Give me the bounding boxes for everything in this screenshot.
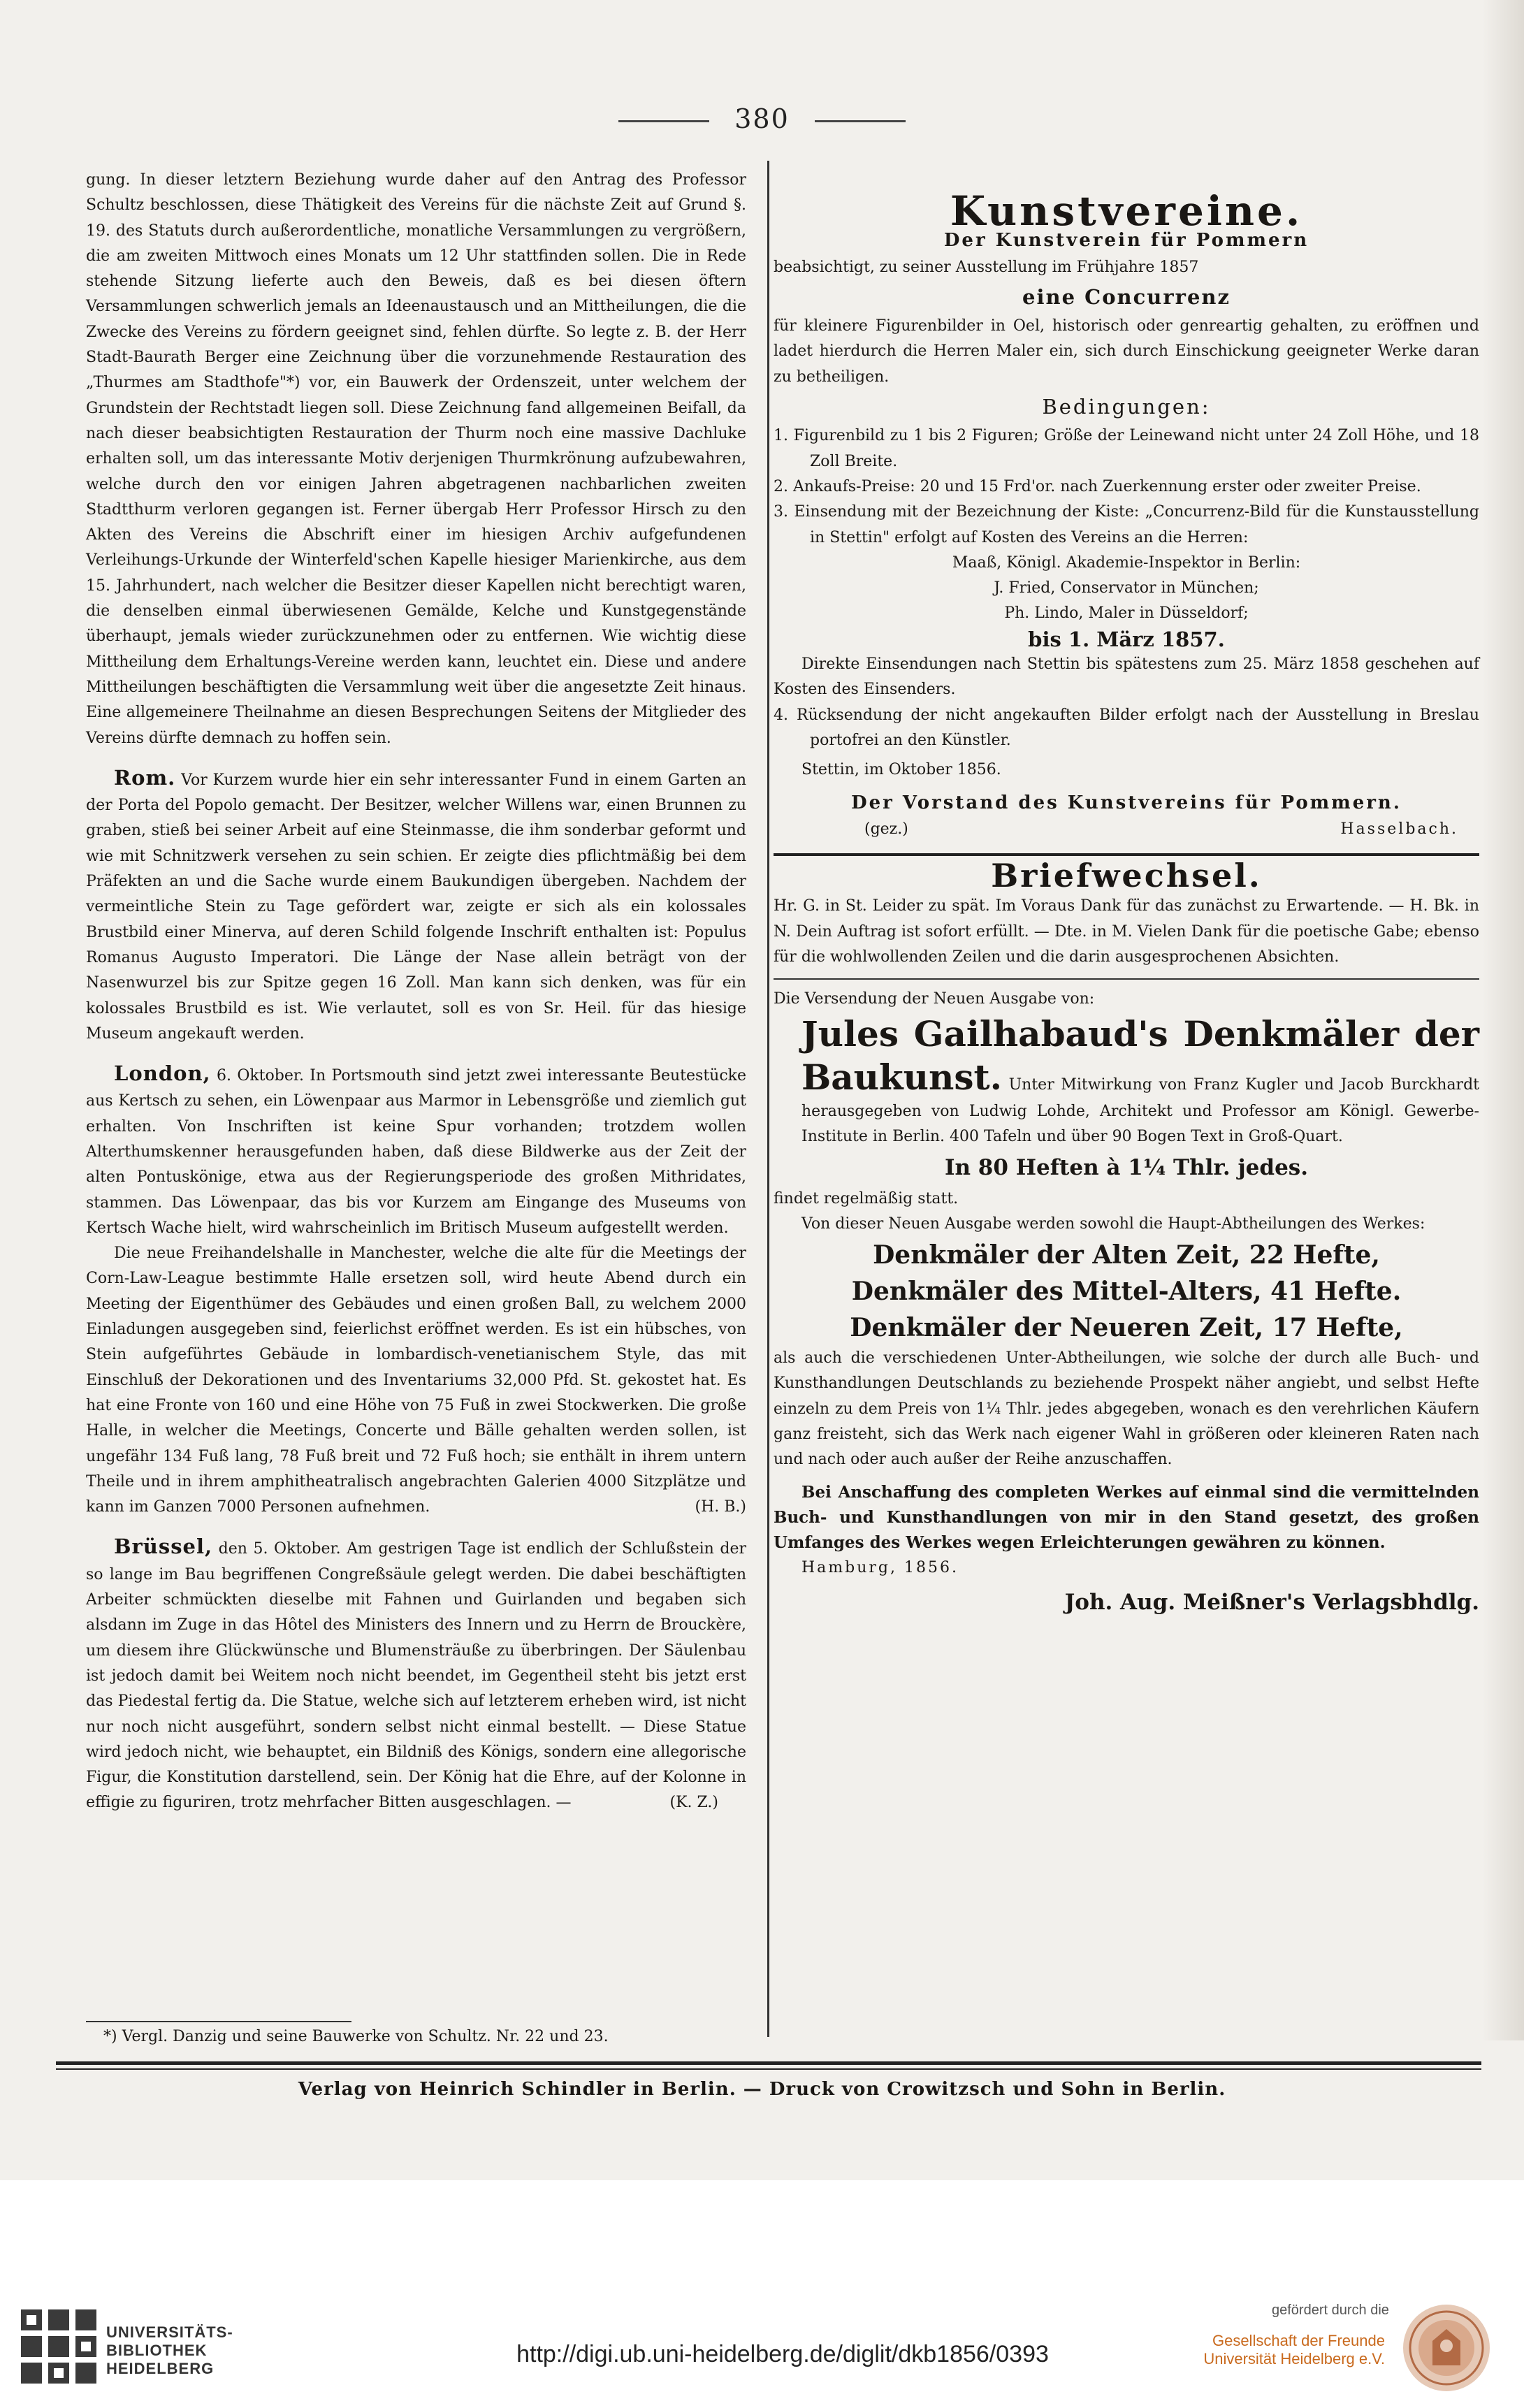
article-rom	[86, 765, 746, 1047]
article-bruessel	[86, 1534, 746, 1815]
page-number-text: 380	[734, 103, 790, 134]
footnote: *) Vergl. Danzig und seine Bauwerke von Schultz. Nr. 22 und 23.	[103, 2028, 609, 2045]
gez-name: Hasselbach.	[1340, 820, 1458, 838]
article-london	[86, 1061, 746, 1241]
page-number	[0, 103, 1524, 134]
article-continuation: gung. In dieser letztern Beziehung wurde daher auf den Antrag des Professor Schultz beschlossen, diese Thätigkeit des Vereins für die nächste Zeit auf Grund §. 19. des Statuts durch außerordentliche, monatliche Versammlungen zu vergrößern, die am zweiten Mittwoch eines Monats um 12 Uhr stattfinden sollen. Die in Rede stehende Sitzung lieferte auch den Beweis, daß es bei diesen öftern Versammlungen schwerlich jemals an Ideenaustausch und an Mittheilungen, die die Zwecke des Vereins zu fördern geeignet sind, fehlen dürfte. So legte z. B. der Herr Stadt-Baurath Berger eine Zeichnung über die vorzunehmende Restauration des „Thurmes am Stadthofe"*) vor, ein Bauwerk der Ordenszeit, unter welchem der Grundstein der Rechtstadt liegen soll. Diese Zeichnung fand allgemeinen Beifall, da nach dieser beabsichtigten Restauration der Thurm noch eine massive Dachluke erhalten soll, um das interessante Motiv derjenigen Thurmkrönung aufzubewahren, welche durch den vor einigen Jahren abgetragenen nachbarlichen zweiten Stadtthurm verloren gegangen ist. Ferner übergab Herr Professor Hirsch zu den Akten des Vereins die Abschrift einer im hiesigen Archiv aufgefundenen Verleihungs-Urkunde der Winterfeld'schen Kapelle hiesiger Marienkirche, aus dem 15. Jahrhundert, nach welcher die Besitzer dieser Kapellen nicht berechtigt waren, die denselben einmal überwiesenen Gemälde, Kelche und Kunstgegenstände überhaupt, jemals wieder zurückzunehmen oder zu entfernen. Wie wichtig diese Mittheilung dem Erhaltungs-Vereine werden kann, leuchtet ein. Diese und andere Mittheilungen beschäftigten die Versammlung weit über die angesetzte Zeit hinaus. Eine allgemeinere Theilnahme an diesen Besprechungen Seitens der Mitglieder des Vereins dürfte demnach zu hoffen sein.	[86, 171, 746, 747]
article-london-text: 6. Oktober. In Portsmouth sind jetzt zwei interessante Beutestücke aus Kertsch zu sehen, ein Löwenpaar aus Marmor in Lebensgröße und ziemlich gut erhalten. Von Inschriften ist keine Spur vorhanden; trotzdem wollen Alterthumskenner herausgefunden haben, daß diese Bildwerke aus der Zeit der alten Pontuskönige, etwa aus der Regierungsperiode des großen Mithridates, stammen. Das Löwenpaar, das bis vor Kurzem am Eingange des Museums von Kertsch Wache hielt, wird wahrscheinlich im Britisch Museum aufgestellt werden.	[86, 1067, 747, 1237]
condition-item-2: 2. Ankaufs-Preise: 20 und 15 Frd'or. nach Zuerkennung erster oder zweiter Preise.	[774, 477, 1421, 495]
place-date: Stettin, im Oktober 1856.	[801, 761, 1001, 779]
heading-bruessel: Brüssel,	[114, 1535, 213, 1559]
section-title-kunstvereine: Kunstvereine.	[950, 187, 1303, 235]
deadline: bis 1. März 1857.	[1028, 627, 1225, 651]
london-signature: (H. B.)	[695, 1498, 746, 1516]
ad-intro: Die Versendung der Neuen Ausgabe von:	[774, 990, 1095, 1008]
article-rom-text: Vor Kurzem wurde hier ein sehr interessanter Fund in einem Garten an der Porta del Popolo gemacht. Der Besitzer, welcher Willens war, einen Brunnen zu graben, stieß bei seiner Arbeit auf eine Steinmasse, die ihm sonderbar geformt und wie mit Schnitzwerk versehen zu sein schien. Er zeigte dies pflichtmäßig bei dem Präfekten an und die Sache wurde einem Baukundigen übergeben. Nachdem der vermeintliche Stein zu Tage gefördert war, zeigte er sich als ein kolossales Brustbild einer Minerva, auf deren Schild folgende Inschrift enthalten ist: Populus Romanus Augusto Imperatori. Die Länge der Nase allein beträgt von der Nasenwurzel bis zur Spitze gegen 16 Zoll. Man kann sich denken, was für ein kolossales Brustbild es ist. Wie verlautet, soll es von Sr. Heil. für das hiesige Museum angekauft werden.	[86, 771, 746, 1043]
article-london-text-2: Die neue Freihandelshalle in Manchester, welche die alte für die Meetings der Corn-Law-League bestimmte Halle ersetzen soll, wird heute Abend durch ein Meeting der Eigenthümer des Gebäudes und einen großen Ball, zu welchem 2000 Einladungen ausgegeben sind, feierlichst eröffnet werden. Es ist ein hübsches, von Stein aufgeführtes Gebäude in lombardisch-venetianischem Style, das mit Einschluß der Dekorationen und des Inventariums 32,000 Pfd. St. gekostet hat. Es hat eine Fronte von 160 und eine Höhe von 75 Fuß in zwei Stockwerken. Die große Halle, in welcher die Meetings, Concerte und Bälle gehalten werden sollen, ist ungefähr 134 Fuß lang, 78 Fuß breit und 72 Fuß hoch; sie enthält in ihrem untern Theile und in ihrem amphitheatralisch angebrachten Galerien 4000 Sitzplätze und kann im Ganzen 7000 Personen aufnehmen.	[86, 1245, 746, 1516]
bedingungen-heading: Bedingungen:	[1042, 395, 1211, 419]
left-column	[86, 168, 746, 1816]
footnote-rule	[86, 2021, 351, 2022]
library-name	[106, 2323, 233, 2378]
facing-page-bleed	[1482, 0, 1524, 2040]
column-divider	[767, 161, 769, 2037]
concurrenz-text: für kleinere Figurenbilder in Oel, historisch oder genreartig gehalten, zu eröffnen und ladet hierdurch die Herren Maler ein, sich durch Einschickung geeigneter Werke daran zu betheiligen.	[774, 317, 1479, 386]
article-london-2	[86, 1241, 746, 1520]
page-number-rule-left	[618, 120, 709, 122]
ad-bold-note: Bei Anschaffung des completen Werkes auf einmal sind die vermittelnden Buch- und Kunsthandlungen von mir in den Stand gesetzt, des großen Umfanges des Werkes wegen Erleichterungen gewähren zu können.	[774, 1482, 1479, 1553]
section-rule	[774, 853, 1479, 856]
ad-parts-intro: Von dieser Neuen Ausgabe werden sowohl die Haupt-Abtheilungen des Werkes:	[801, 1214, 1425, 1233]
ub-heidelberg-logo-icon	[20, 2308, 98, 2385]
address-2: J. Fried, Conservator in München;	[994, 579, 1259, 597]
digitization-footer	[0, 2180, 1524, 2408]
society-name-line-1: Gesellschaft der Freunde	[1212, 2332, 1385, 2349]
right-column	[774, 168, 1479, 1615]
ad-hefte: In 80 Heften à 1¼ Thlr. jedes.	[944, 1155, 1309, 1181]
ad-main	[774, 1013, 1479, 1150]
page-number-rule-right	[815, 120, 906, 122]
concurrenz-heading: eine Concurrenz	[1022, 284, 1231, 309]
university-seal-icon	[1401, 2302, 1492, 2393]
ad-place: Hamburg, 1856.	[801, 1559, 959, 1577]
heading-rom: Rom.	[114, 765, 176, 790]
ad-work-3: Denkmäler der Neueren Zeit, 17 Hefte,	[850, 1313, 1403, 1343]
verein-name: Der Kunstverein für Pommern	[943, 230, 1309, 252]
society-name-line-2: Universität Heidelberg e.V.	[1203, 2350, 1385, 2367]
address-3: Ph. Lindo, Maler in Düsseldorf;	[1004, 604, 1249, 623]
imprint: Verlag von Heinrich Schindler in Berlin. — Druck von Crowitzsch und Sohn in Berlin.	[298, 2079, 1226, 2100]
gez-line	[774, 817, 1479, 842]
condition-item-3: 3. Einsendung mit der Bezeichnung der Kiste: „Concurrenz-Bild für die Kunstausstellung in Stettin" erfolgt auf Kosten des Vereins an die Herren:	[774, 503, 1479, 546]
ad-work-2: Denkmäler des Mittel-Alters, 41 Hefte.	[851, 1277, 1402, 1307]
ad-rule	[774, 978, 1479, 980]
ad-title-rest: Unter Mitwirkung von Franz Kugler und Jacob Burckhardt herausgegeben von Ludwig Lohde, Architekt und Professor am Königl. Gewerbe-Institute in Berlin. 400 Tafeln und über 90 Bogen Text in Groß-Quart.	[801, 1075, 1479, 1145]
ad-more: als auch die verschiedenen Unter-Abtheilungen, wie solche der durch alle Buch- und Kunsthandlungen Deutschlands zu beziehende Prospekt näher angiebt, und selbst Hefte einzeln zu dem Preis von 1¼ Thlr. jedes abgegeben, wonach es den verehrlichen Käufern ganz freisteht, sich das Werk nach eigener Wahl in größeren oder kleineren Raten nach und nach oder auch außer der Reihe anzuschaffen.	[774, 1349, 1479, 1469]
permalink-url[interactable]: http://digi.ub.uni-heidelberg.de/diglit/dkb1856/0393	[516, 2341, 1049, 2367]
ad-regular: findet regelmäßig statt.	[774, 1189, 959, 1207]
ad-title: Jules Gailhabaud's Denkmäler der Baukunst.	[801, 1013, 1479, 1098]
ad-work-1: Denkmäler der Alten Zeit, 22 Hefte,	[873, 1240, 1380, 1270]
condition-item-1: 1. Figurenbild zu 1 bis 2 Figuren; Größe der Leinewand nicht unter 24 Zoll Höhe, und 18 Zoll Breite.	[774, 427, 1479, 470]
condition-item-4: 4. Rücksendung der nicht angekauften Bilder erfolgt nach der Ausstellung in Breslau portofrei an den Künstler.	[774, 706, 1479, 749]
address-1: Maaß, Königl. Akademie-Inspektor in Berlin:	[952, 553, 1301, 572]
section-title-briefwechsel: Briefwechsel.	[991, 857, 1262, 895]
imprint-rule	[56, 2061, 1481, 2065]
direct-submission-text: Direkte Einsendungen nach Stettin bis spätestens zum 25. März 1858 geschehen auf Kosten des Einsenders.	[774, 655, 1479, 699]
bruessel-signature: (K. Z.)	[669, 1794, 718, 1812]
gez-label: (gez.)	[864, 820, 908, 838]
vorstand-signature: Der Vorstand des Kunstvereins für Pommern.	[851, 792, 1402, 813]
article-bruessel-text: den 5. Oktober. Am gestrigen Tage ist endlich der Schlußstein der so lange im Bau begriffenen Congreßsäule gelegt werden. Die dabei beschäftigten Arbeiter schmückten dieselbe mit Fahnen und Guirlanden und begaben sich alsdann im Zuge in das Hôtel des Ministers des Innern und zu Herrn de Brouckère, um diesem ihre Glückwünsche und Blumensträuße zu überbringen. Der Säulenbau ist jedoch damit bei Weitem noch nicht beendet, im Gegentheil steht bis jetzt erst das Piedestal fertig da. Die Statue, welche sich auf letzterem erheben wird, ist nicht nur noch nicht ausgeführt, sondern selbst nicht einmal bestellt. — Diese Statue wird jedoch nicht, wie behauptet, ein Bildniß des Königs, sondern eine allegorische Figur, die Konstitution darstellend, sein. Der König hat die Ehre, auf der Kolonne in effigie zu figuriren, trotz mehrfacher Bitten ausgeschlagen. —	[86, 1540, 746, 1812]
funded-by-label: gefördert durch die	[1272, 2302, 1389, 2318]
concurrenz-intro: beabsichtigt, zu seiner Ausstellung im Frühjahre 1857	[774, 258, 1199, 276]
ad-publisher: Joh. Aug. Meißner's Verlagsbhdlg.	[1064, 1589, 1479, 1615]
briefwechsel-text: Hr. G. in St. Leider zu spät. Im Voraus Dank für das zunächst zu Erwartende. — H. Bk. in N. Dein Auftrag ist sofort erfüllt. — Dte. in M. Vielen Dank für die poetische Gabe; ebenso für die wohlwollenden Zeilen und die darin ausgesprochenen Absichten.	[774, 897, 1479, 966]
imprint-rule-thin	[56, 2068, 1481, 2070]
library-name-line-3: HEIDELBERG	[106, 2360, 215, 2377]
heading-london: London,	[114, 1061, 211, 1086]
library-name-line-2: BIBLIOTHEK	[106, 2342, 208, 2359]
library-name-line-1: UNIVERSITÄTS-	[106, 2323, 233, 2341]
society-name	[1182, 2332, 1385, 2368]
